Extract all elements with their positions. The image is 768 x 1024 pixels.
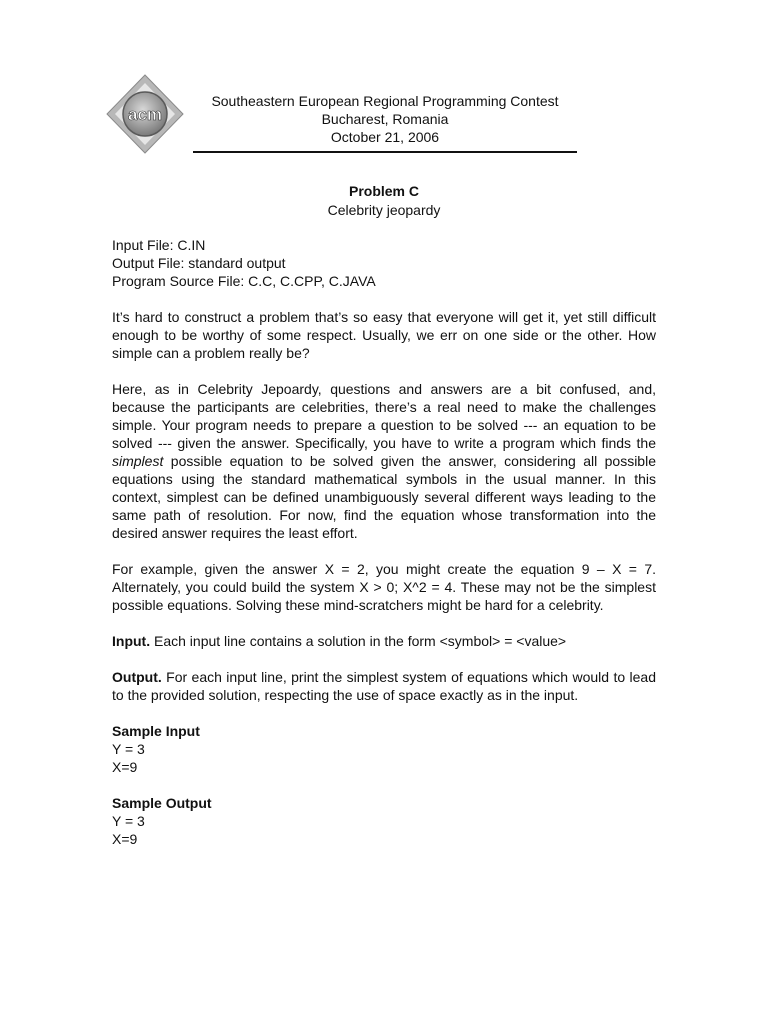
input-text: Each input line contains a solution in the form <symbol> = <value> [150, 633, 567, 649]
problem-title: Problem C [348, 183, 419, 199]
contest-name: Southeastern European Regional Programming Contest [211, 93, 559, 109]
source-file: Program Source File: C.C, C.CPP, C.JAVA [112, 273, 376, 289]
sample-output-line: Y = 3 [112, 813, 145, 829]
sample-input-line: X=9 [112, 759, 138, 775]
sample-output-label: Sample Output [112, 795, 212, 811]
problem-body [112, 236, 656, 866]
description-text-2: possible equation to be solved given the answer, considering all possible equations using the standard mathematical symbols in the usual manner. In this context, simplest can be defined unambiguously several different ways leading to the same path of resolution. For now, find the equation whose transformation into the desired answer requires the least effort. [112, 453, 656, 541]
input-file: Input File: C.IN [112, 237, 206, 253]
contest-date: October 21, 2006 [330, 129, 440, 145]
header-divider [193, 151, 577, 153]
file-info [112, 236, 656, 290]
output-text: For each input line, print the simplest system of equations which would to lead to the provided solution, respecting the use of space exactly as in the input. [112, 669, 656, 703]
input-description [112, 632, 656, 650]
example-paragraph: For example, given the answer X = 2, you might create the equation 9 – X = 7. Alternately, you could build the system X > 0; X^2 = 4. These may not be the simplest possible equations. Solving these mind-scratchers might be hard for a celebrity. [112, 561, 656, 613]
sample-input-line: Y = 3 [112, 741, 145, 757]
emphasis-simplest: simplest [112, 453, 164, 469]
sample-input-label: Sample Input [112, 723, 200, 739]
intro-paragraph: It’s hard to construct a problem that’s so easy that everyone will get it, yet still difficult enough to be worthy of some respect. Usually, we err on one side or the other. How simple can a problem really be? [112, 309, 656, 361]
acm-logo [106, 74, 184, 154]
description-paragraph [112, 380, 656, 542]
logo-text: acm [127, 105, 163, 124]
problem-heading [112, 182, 656, 220]
description-text-1: Here, as in Celebrity Jepoardy, questions and answers are a bit confused, and, because the participants are celebrities, there’s a real need to make the challenges simple. Your program needs to prepare a question to be solved --- an equation to be solved --- given the answer. Specifically, you have to write a program which finds the [112, 381, 656, 451]
output-label: Output. [112, 669, 162, 685]
output-description [112, 668, 656, 704]
contest-header [193, 92, 577, 146]
problem-subtitle: Celebrity jeopardy [327, 202, 441, 218]
input-label: Input. [112, 633, 151, 649]
contest-location: Bucharest, Romania [321, 111, 449, 127]
sample-input-block [112, 722, 656, 776]
sample-output-block [112, 794, 656, 848]
output-file: Output File: standard output [112, 255, 286, 271]
sample-output-line: X=9 [112, 831, 138, 847]
